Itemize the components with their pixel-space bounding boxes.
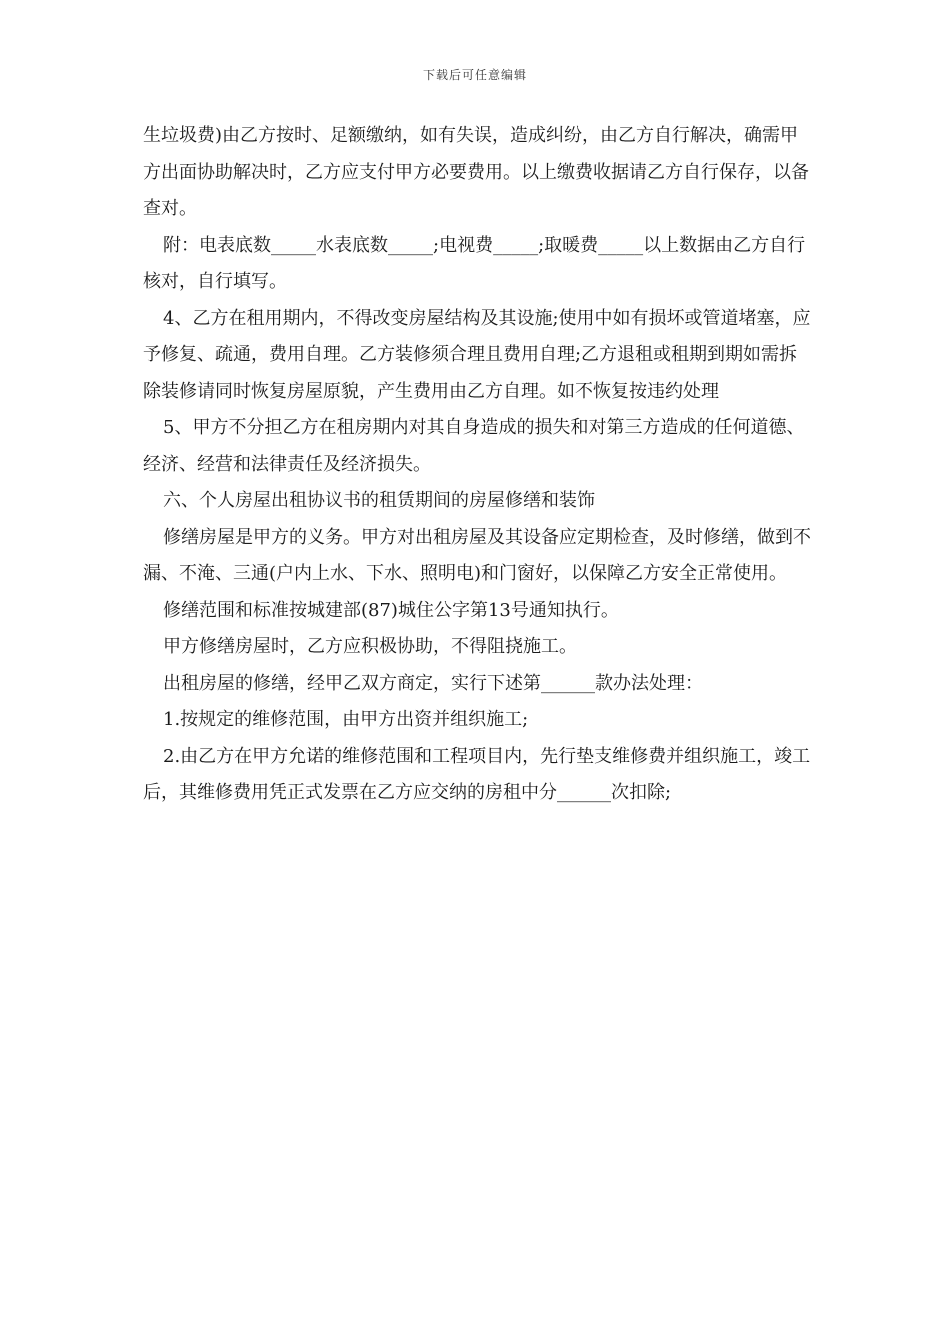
paragraph-repair-duty: 修缮房屋是甲方的义务。甲方对出租房屋及其设备应定期检查，及时修缮，做到不漏、不淹、三通(户内上水、下水、照明电)和门窗好，以保障乙方安全正常使用。	[143, 526, 811, 584]
paragraph-meter-readings: 附：电表底数_____水表底数_____;电视费_____;取暖费_____以上数据由乙方自行核对，自行填写。	[143, 234, 806, 292]
document-body	[143, 118, 815, 812]
paragraph-repair-scope: 修缮范围和标准按城建部(87)城住公字第13号通知执行。	[163, 599, 619, 621]
paragraph-clause-4: 4、乙方在租用期内，不得改变房屋结构及其设施;使用中如有损坏或管道堵塞，应予修复、疏通，费用自理。乙方装修须合理且费用自理;乙方退租或租期到期如需拆除装修请同时恢复房屋原貌，产生费用由乙方自理。如不恢复按违约处理	[143, 307, 811, 402]
paragraph-repair-cooperation: 甲方修缮房屋时，乙方应积极协助，不得阻挠施工。	[163, 636, 577, 657]
list-item-option-2: 2.由乙方在甲方允诺的维修范围和工程项目内，先行垫支维修费并组织施工，竣工后，其维修费用凭正式发票在乙方应交纳的房租中分______次扣除;	[143, 745, 811, 803]
page-header: 下载后可任意编辑	[422, 68, 527, 82]
paragraph-clause-5: 5、甲方不分担乙方在租房期内对其自身造成的损失和对第三方造成的任何道德、经济、经营和法律责任及经济损失。	[143, 417, 805, 475]
paragraph-repair-method: 出租房屋的修缮，经甲乙双方商定，实行下述第______款办法处理：	[163, 672, 703, 694]
section-heading-6: 六、个人房屋出租协议书的租赁期间的房屋修缮和装饰	[163, 490, 595, 511]
list-item-option-1: 1.按规定的维修范围，由甲方出资并组织施工;	[163, 709, 529, 730]
paragraph-fee-payment: 生垃圾费)由乙方按时、足额缴纳，如有失误，造成纠纷，由乙方自行解决，确需甲方出面协助解决时，乙方应支付甲方必要费用。以上缴费收据请乙方自行保存，以备查对。	[143, 125, 809, 219]
